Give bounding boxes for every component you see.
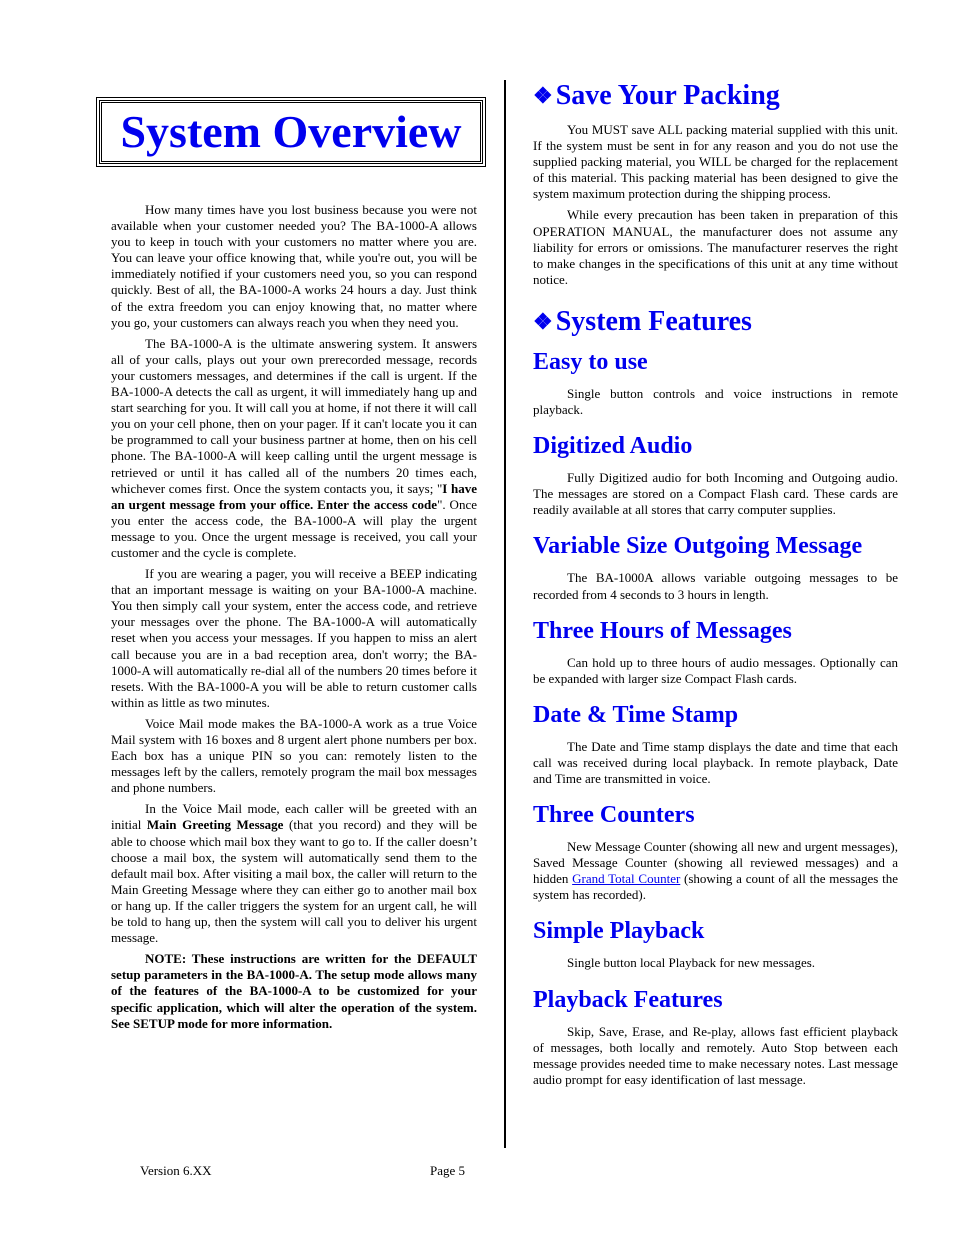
heading-text: Save Your Packing xyxy=(555,80,780,111)
overview-paragraph-4: Voice Mail mode makes the BA-1000-A work as a true Voice Mail system with 16 boxes and 8 urgent alert phone numbers per box. Each box has a unique PIN so you can: remotely listen to the messages left by the callers, remotely program the mail box messages and phone numbers. xyxy=(111,715,477,796)
feature-text: Single button local Playback for new messages. xyxy=(567,955,816,971)
column-divider xyxy=(504,80,506,1148)
save-packing-heading xyxy=(533,78,898,114)
feature-text: Skip, Save, Erase, and Re-play, allows fast efficient playback of messages, both locally and remotely. Auto Stop between each message provides needed time to make necessary notes. Last message audio prompt for easy identification of last message. xyxy=(533,1023,898,1087)
save-packing-paragraph-1: You MUST save ALL packing material supplied with this unit. If the system must be sent in for any reason and you do not use the supplied packing material, you WILL be charged for the replacement of this material. This packing material has been designed to give the system maximum protection during the shipping process. xyxy=(533,122,898,202)
footer-version: Version 6.XX xyxy=(140,1163,212,1178)
feature-text: Fully Digitized audio for both Incoming and Outgoing audio. The messages are stored on a Compact Flash card. These cards are readily available at all stores that carry computer supplies. xyxy=(533,470,898,518)
heading-text: System Features xyxy=(555,305,752,337)
feature-text: Can hold up to three hours of audio messages. Optionally can be expanded with larger size Compact Flash cards. xyxy=(533,654,898,686)
feature-text: Single button controls and voice instructions in remote playback. xyxy=(533,385,898,418)
feature-title-digitized-audio: Digitized Audio xyxy=(533,433,693,460)
four-diamond-icon: ❖ xyxy=(533,83,553,108)
feature-text-part: New Message Counter (showing all new and urgent messages), Saved Message Counter (showing all reviewed messages) and a hidden xyxy=(533,839,898,887)
paragraph-bold-text: I have an urgent message from your office. Enter the access code xyxy=(111,480,478,512)
paragraph-text: (that you record) and they will be able to choose which mail box they want to go to. If the caller doesn’t choose a mail box, the system will automatically send them to the default mail box. After visiting a mail box, the caller will return to the Main Greeting Message where they can either go to another mail box or hang up. If the caller triggers the system for an urgent call, he will be told to hang up, then the system will call you to deliver his urgent message. xyxy=(111,817,477,946)
four-diamond-icon: ❖ xyxy=(533,308,553,334)
title-box xyxy=(99,100,483,164)
feature-title-three-counters: Three Counters xyxy=(533,802,695,829)
overview-paragraph-2 xyxy=(111,336,477,561)
feature-title-easy-to-use: Easy to use xyxy=(533,348,648,375)
system-features-heading xyxy=(533,304,898,340)
feature-title-date-time: Date & Time Stamp xyxy=(533,701,739,728)
left-column xyxy=(111,96,477,1037)
feature-title-variable-size: Variable Size Outgoing Message xyxy=(533,533,863,560)
feature-text-part: (showing a count of all the messages the system has recorded). xyxy=(533,871,898,903)
page-title: System Overview xyxy=(120,106,462,157)
paragraph-text: ". Once you enter the access code, the BA-1000-A will play the urgent message to you. Once the urgent message is received, you call your customer and the cycle is complete. xyxy=(111,496,477,560)
note-paragraph xyxy=(111,951,477,1031)
feature-title-simple-playback: Simple Playback xyxy=(533,918,705,945)
paragraph-bold-text: Main Greeting Message xyxy=(146,817,284,833)
paragraph-text: The BA-1000-A is the ultimate answering system. It answers all of your calls, plays out your own prerecorded message, records your customers messages, and determines if the call is urgent. If the BA-1000-A detects the call as urgent, it will immediately hang up and start searching for you. It will call you at home, if not there it will call you on your cell phone, then on your pager. If it can't locate you it can be programmed to call your business partner at home, then on his cell phone. The BA-1000-A will keep calling until the urgent message is retrieved or until it has called all of the numbers 20 times each, whichever comes first. Once the system contacts you, it says; " xyxy=(111,335,477,496)
right-column xyxy=(533,78,898,1093)
feature-text: The Date and Time stamp displays the date and time that each call was received during local playback. In remote playback, Date and Time are transmitted in voice. xyxy=(533,738,898,786)
feature-text xyxy=(533,839,898,903)
feature-text: The BA-1000A allows variable outgoing messages to be recorded from 4 seconds to 3 hours in length. xyxy=(533,570,898,602)
paragraph-text: In the Voice Mail mode, each caller will be greeted with an initial xyxy=(111,801,477,833)
overview-paragraph-1: How many times have you lost business because you were not available when your customer needed you? The BA-1000-A allows you to keep in touch with your customers no matter where you are. You can leave your office knowing that, while you're out, you will be immediately notified if your customers need you, so you can respond quickly. Best of all, the BA-1000-A works 24 hours a day. Just think of the extra freedom you can enjoy knowing that, no matter where you go, your customers can always reach you when they need you. xyxy=(111,202,477,330)
grand-total-counter-link[interactable]: Grand Total Counter xyxy=(572,871,681,887)
overview-paragraph-5 xyxy=(111,801,477,946)
save-packing-paragraph-2: While every precaution has been taken in preparation of this OPERATION MANUAL, the manufacturer does not assume any liability for errors or omissions. The manufacturer reserves the right to make changes in the specifications of this unit at any time without notice. xyxy=(533,207,898,287)
overview-paragraph-3: If you are wearing a pager, you will receive a BEEP indicating that an important message is waiting on your BA-1000-A machine. You then simply call your system, enter the access code, and retrieve your messages over the phone. The BA-1000-A will automatically reset when you access your messages. If you happen to miss an alert call because you are in a bad reception area, don't worry; the BA-1000-A will automatically re-dial all of the numbers 20 times before it resets. With the BA-1000-A you will be able to return customer calls within as little as two minutes. xyxy=(111,566,477,710)
feature-title-three-hours: Three Hours of Messages xyxy=(533,617,792,644)
footer-page-number: Page 5 xyxy=(430,1163,466,1178)
note-text: NOTE: These instructions are written for the DEFAULT setup parameters in the BA-1000-A. The setup mode allows many of the features of the BA-1000-A to be customized for your specific application, which will alter the operation of the system. See SETUP mode for more information. xyxy=(111,951,477,1031)
feature-title-playback-features: Playback Features xyxy=(533,986,723,1013)
